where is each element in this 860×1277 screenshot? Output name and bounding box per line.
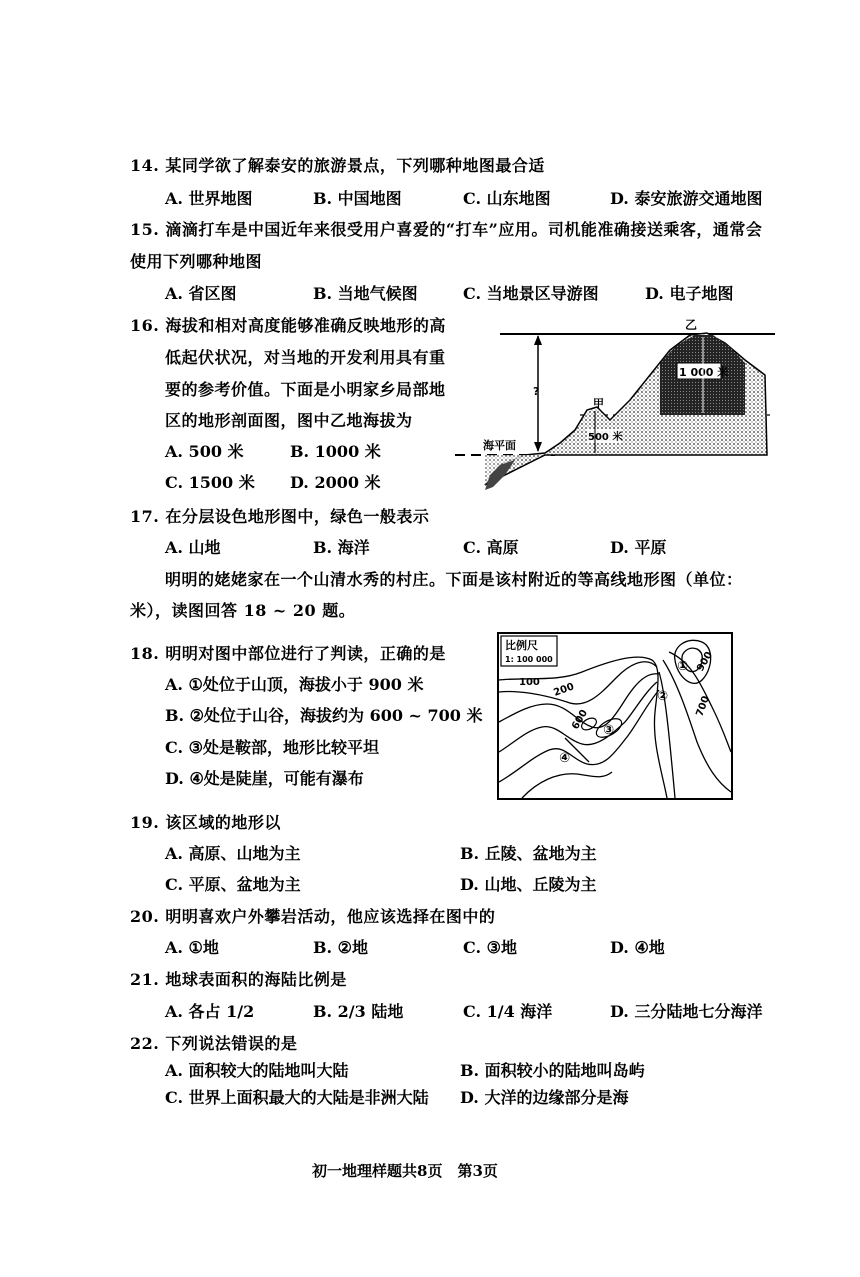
q16-option-d: D. 2000 米	[290, 473, 381, 492]
q21-option-b: B. 2/3 陆地	[313, 1002, 404, 1021]
label-yi: 乙	[685, 318, 698, 332]
q16-stem-line1: 16. 海拔和相对高度能够准确反映地形的高	[130, 316, 446, 335]
contour-label-900: 900	[695, 649, 716, 674]
q15-option-b: B. 当地气候图	[313, 284, 418, 303]
marker-4: ④	[559, 751, 571, 766]
q22-stem: 22. 下列说法错误的是	[130, 1034, 298, 1053]
q18-option-d: D. ④处是陡崖，可能有瀑布	[165, 769, 364, 788]
q21-stem: 21. 地球表面积的海陆比例是	[130, 970, 347, 989]
label-sea-level: 海平面	[483, 439, 516, 452]
scale-value: 1: 100 000	[505, 655, 553, 664]
q17-option-a: A. 山地	[165, 538, 221, 557]
q17-stem: 17. 在分层设色地形图中，绿色一般表示	[130, 507, 430, 526]
q17-option-b: B. 海洋	[313, 538, 370, 557]
q16-stem-line4: 区的地形剖面图，图中乙地海拔为	[165, 411, 413, 430]
contour-label-100: 100	[519, 677, 540, 688]
q15-option-d: D. 电子地图	[645, 284, 734, 303]
q20-option-d: D. ④地	[610, 938, 665, 957]
q20-option-c: C. ③地	[463, 938, 517, 957]
q18-stem: 18. 明明对图中部位进行了判读，正确的是	[130, 644, 446, 663]
label-500m: 500 米	[588, 432, 623, 443]
q19-option-b: B. 丘陵、盆地为主	[460, 844, 597, 863]
q22-option-a: A. 面积较大的陆地叫大陆	[165, 1061, 349, 1080]
contour-map-figure	[497, 632, 733, 800]
scale-title: 比例尺	[505, 639, 538, 652]
q21-option-a: A. 各占 1/2	[165, 1002, 255, 1021]
q14-option-b: B. 中国地图	[313, 189, 402, 208]
terrain-profile-figure	[445, 315, 775, 500]
q22-option-b: B. 面积较小的陆地叫岛屿	[460, 1061, 645, 1080]
q19-option-d: D. 山地、丘陵为主	[460, 875, 597, 894]
q18-option-c: C. ③处是鞍部，地形比较平坦	[165, 738, 379, 757]
marker-3: ③	[603, 723, 615, 738]
q15-option-a: A. 省区图	[165, 284, 237, 303]
q20-stem: 20. 明明喜欢户外攀岩活动，他应该选择在图中的	[130, 907, 496, 926]
q17-option-c: C. 高原	[463, 538, 519, 557]
q15-option-c: C. 当地景区导游图	[463, 284, 599, 303]
intro-line2: 米），读图回答 18 ~ 20 题。	[130, 601, 356, 620]
q14-option-a: A. 世界地图	[165, 189, 253, 208]
q16-option-a: A. 500 米	[165, 442, 244, 461]
q22-option-c: C. 世界上面积最大的大陆是非洲大陆	[165, 1088, 429, 1107]
q18-option-b: B. ②处位于山谷，海拔约为 600 ~ 700 米	[165, 706, 483, 725]
q20-option-a: A. ①地	[165, 938, 219, 957]
contour-label-600: 600	[570, 707, 591, 732]
q16-stem-line2: 低起伏状况，对当地的开发利用具有重	[165, 348, 446, 367]
q14-stem: 14. 某同学欲了解泰安的旅游景点，下列哪种地图最合适	[130, 156, 545, 175]
contour-label-200: 200	[552, 681, 576, 699]
label-question: ?	[533, 385, 540, 398]
q19-option-a: A. 高原、山地为主	[165, 844, 301, 863]
q15-stem-line1: 15. 滴滴打车是中国近年来很受用户喜爱的“打车”应用。司机能准确接送乘客，通常会	[130, 220, 763, 239]
q14-option-d: D. 泰安旅游交通地图	[610, 189, 763, 208]
page-footer: 初一地理样题共8页 第3页	[312, 1162, 498, 1180]
q16-option-b: B. 1000 米	[290, 442, 381, 461]
marker-1: ①	[677, 659, 689, 674]
label-jia: 甲	[593, 397, 604, 410]
contour-label-700: 700	[694, 694, 712, 719]
q15-stem-line2: 使用下列哪种地图	[130, 252, 263, 271]
q16-stem-line3: 要的参考价值。下面是小明家乡局部地	[165, 380, 446, 399]
q20-option-b: B. ②地	[313, 938, 369, 957]
label-1000m: 1 000 米	[679, 366, 729, 379]
q22-option-d: D. 大洋的边缘部分是海	[460, 1088, 629, 1107]
q18-option-a: A. ①处位于山顶，海拔小于 900 米	[165, 675, 424, 694]
q19-stem: 19. 该区域的地形以	[130, 813, 281, 832]
q14-option-c: C. 山东地图	[463, 189, 551, 208]
q19-option-c: C. 平原、盆地为主	[165, 875, 301, 894]
marker-2: ②	[657, 689, 669, 704]
q17-option-d: D. 平原	[610, 538, 667, 557]
q21-option-c: C. 1/4 海洋	[463, 1002, 553, 1021]
q16-option-c: C. 1500 米	[165, 473, 255, 492]
intro-line1: 明明的姥姥家在一个山清水秀的村庄。下面是该村附近的等高线地形图（单位：	[165, 570, 743, 589]
q21-option-d: D. 三分陆地七分海洋	[610, 1002, 763, 1021]
